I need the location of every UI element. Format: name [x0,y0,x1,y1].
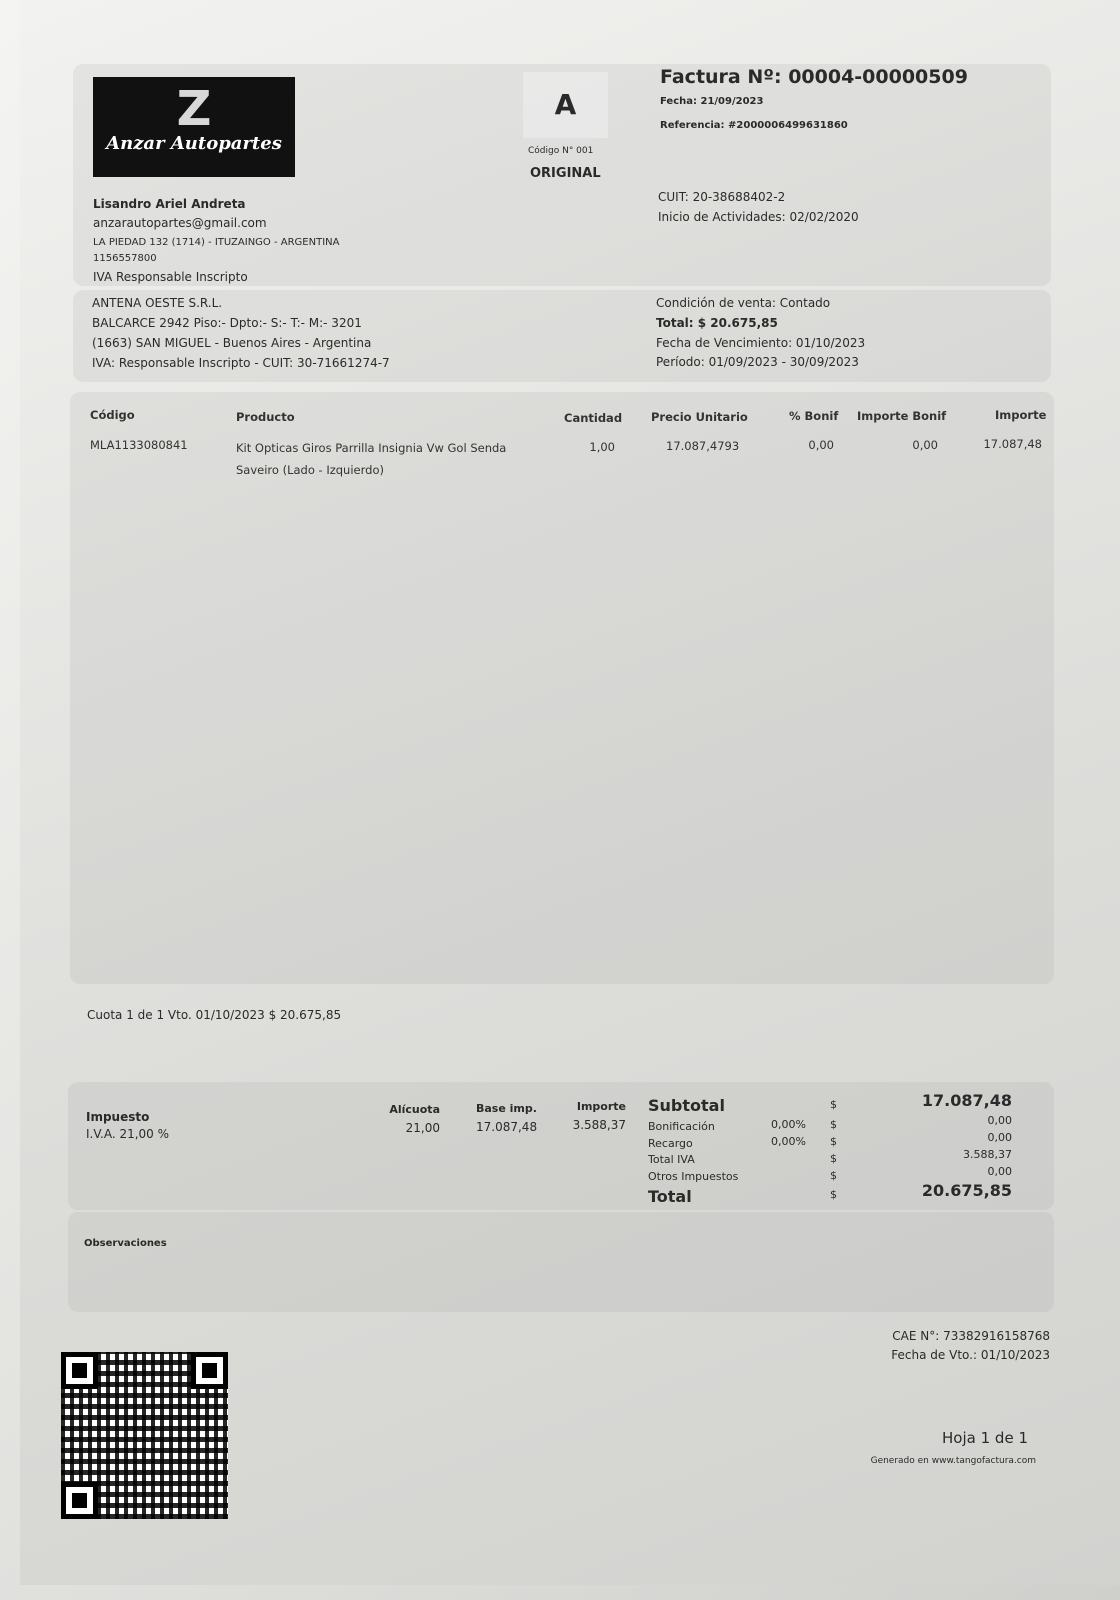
billing-period: Período: 01/09/2023 - 30/09/2023 [656,355,859,369]
cae-number: CAE N°: 73382916158768 [892,1329,1050,1343]
total-value: 20.675,85 [921,1181,1012,1200]
col-precio: Precio Unitario [651,410,748,424]
bonif-value: 0,00 [987,1114,1012,1127]
tax-col-impuesto: Impuesto [86,1110,150,1124]
col-codigo: Código [90,408,135,422]
currency-bonif: $ [830,1118,837,1131]
otros-label: Otros Impuestos [648,1170,739,1183]
issuer-inicio: Inicio de Actividades: 02/02/2020 [658,210,859,224]
tax-col-importe: Importe [576,1100,626,1113]
subtotal-label: Subtotal [648,1096,725,1115]
total-label: Total [648,1187,692,1206]
issuer-email: anzarautopartes@gmail.com [93,216,267,230]
iva-label: Total IVA [648,1153,695,1166]
copy-label: ORIGINAL [530,166,601,181]
logo-name: Anzar Autopartes [106,133,282,154]
row-producto-line2: Saveiro (Lado - Izquierdo) [236,463,384,477]
issuer-name: Lisandro Ariel Andreta [93,197,246,211]
items-box [70,392,1054,984]
otros-value: 0,00 [987,1165,1012,1178]
logo-letter: Z [176,81,212,137]
qr-code [61,1352,228,1519]
qr-finder-top-right [191,1352,228,1389]
tax-row-alicuota: 21,00 [405,1121,440,1135]
observaciones-box [68,1212,1054,1312]
issuer-address: LA PIEDAD 132 (1714) - ITUZAINGO - ARGENTINA [93,237,340,248]
subtotal-value: 17.087,48 [921,1091,1012,1110]
col-bonif-pct: % Bonif [789,409,839,423]
currency-otros: $ [830,1169,837,1182]
page-number: Hoja 1 de 1 [942,1429,1028,1447]
tax-col-base: Base imp. [476,1102,537,1115]
invoice-title: Factura Nº: 00004-00000509 [660,66,968,88]
currency-total: $ [830,1188,837,1201]
client-iva: IVA: Responsable Inscripto - CUIT: 30-71661274-7 [92,356,390,370]
col-cantidad: Cantidad [564,411,623,425]
row-precio: 17.087,4793 [666,439,740,453]
tax-row-impuesto: I.V.A. 21,00 % [86,1127,170,1141]
invoice-reference: Referencia: #2000006499631860 [660,120,848,131]
issuer-iva: IVA Responsable Inscripto [93,270,248,284]
invoice-date: Fecha: 21/09/2023 [660,96,764,107]
col-producto: Producto [236,410,295,424]
issuer-phone: 1156557800 [93,253,157,264]
col-importe: Importe [995,408,1047,422]
row-bonif-pct: 0,00 [808,438,834,452]
cae-due-date: Fecha de Vto.: 01/10/2023 [891,1348,1050,1362]
due-date: Fecha de Vencimiento: 01/10/2023 [656,336,866,350]
installment-line: Cuota 1 de 1 Vto. 01/10/2023 $ 20.675,85 [87,1008,342,1022]
recargo-value: 0,00 [987,1131,1012,1144]
currency-recargo: $ [830,1135,837,1148]
recargo-label: Recargo [648,1137,693,1150]
currency-subtotal: $ [830,1098,837,1111]
tax-col-alicuota: Alícuota [389,1103,440,1116]
bonif-label: Bonificación [648,1120,715,1133]
tax-row-base: 17.087,48 [476,1120,538,1134]
row-bonif-importe: 0,00 [912,438,938,452]
row-importe: 17.087,48 [983,437,1042,451]
sale-condition: Condición de venta: Contado [656,296,831,310]
client-total: Total: $ 20.675,85 [656,316,778,330]
codigo-label: Código N° 001 [528,146,594,156]
qr-finder-top-left [61,1352,98,1389]
row-producto-line1: Kit Opticas Giros Parrilla Insignia Vw Gol Senda [236,441,507,455]
col-bonif-importe: Importe Bonif [857,409,947,423]
recargo-pct: 0,00% [771,1135,806,1148]
company-logo [93,77,295,177]
client-address: BALCARCE 2942 Piso:- Dpto:- S:- T:- M:- 3201 [92,316,362,330]
iva-value: 3.588,37 [963,1148,1012,1161]
bonif-pct: 0,00% [771,1118,806,1131]
generated-by: Generado en www.tangofactura.com [870,1456,1036,1466]
issuer-cuit: CUIT: 20-38688402-2 [658,190,786,204]
client-name: ANTENA OESTE S.R.L. [92,296,223,310]
invoice-letter: A [523,72,608,138]
row-codigo: MLA1133080841 [90,438,188,452]
tax-row-importe: 3.588,37 [572,1118,626,1132]
currency-iva: $ [830,1152,837,1165]
row-cantidad: 1,00 [589,440,615,454]
client-city: (1663) SAN MIGUEL - Buenos Aires - Argentina [92,336,372,350]
observaciones-label: Observaciones [84,1238,167,1249]
qr-finder-bottom-left [61,1482,98,1519]
